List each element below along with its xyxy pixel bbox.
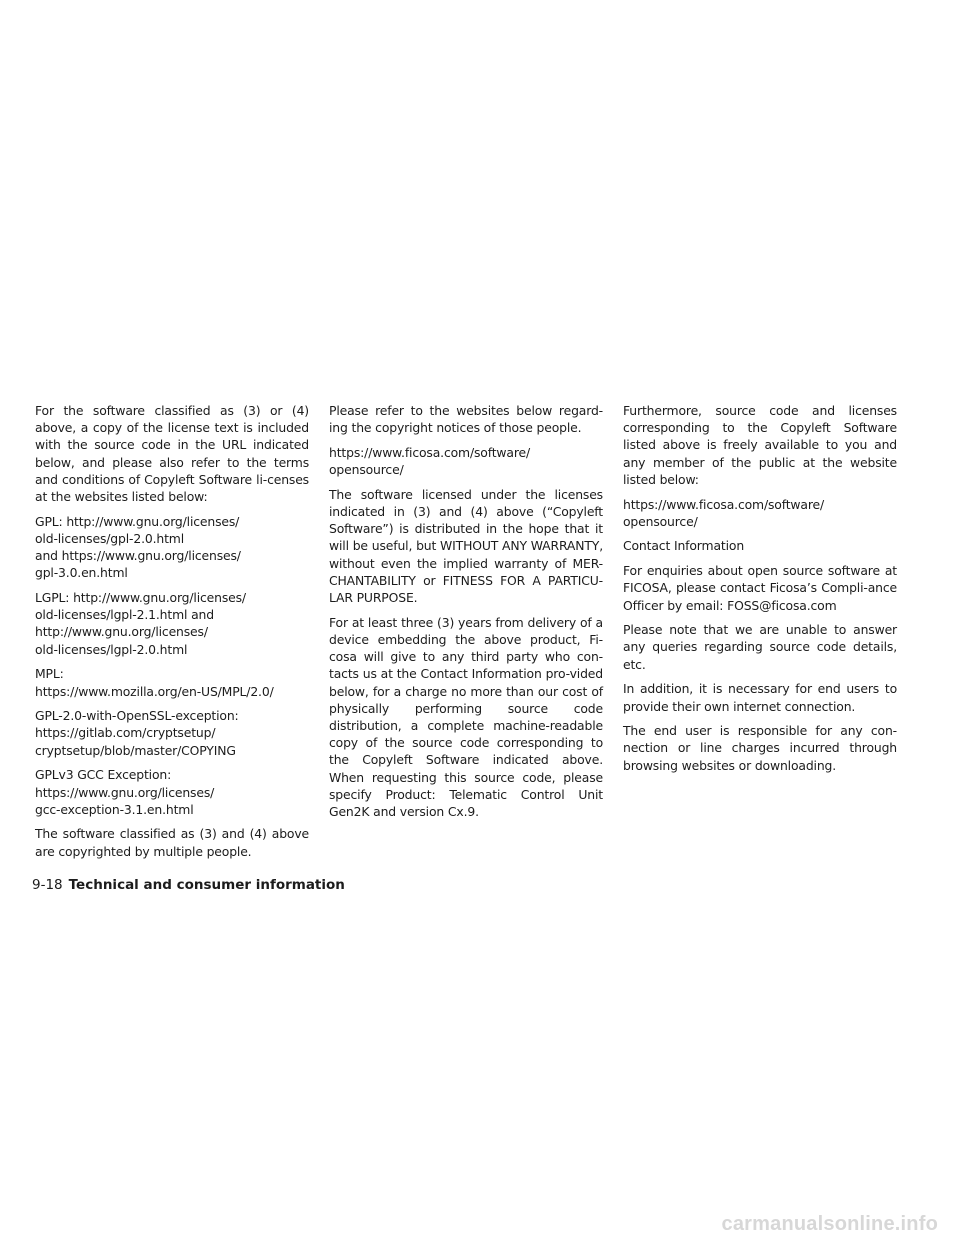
gpl-line: old-licenses/gpl-2.0.html bbox=[35, 530, 185, 546]
lgpl-line: old-licenses/lgpl-2.0.html bbox=[35, 641, 188, 657]
watermark: carmanualsonline.info bbox=[721, 1213, 938, 1235]
openssl-line: GPL-2.0-with-OpenSSL-exception: bbox=[35, 708, 239, 724]
url-line: opensource/ bbox=[623, 513, 698, 529]
lgpl-line: old-licenses/lgpl-2.1.html and bbox=[35, 607, 214, 623]
page-footer bbox=[32, 876, 345, 894]
contact-heading: Contact Information bbox=[623, 538, 745, 554]
url-line: opensource/ bbox=[329, 462, 404, 478]
gcc-line: gcc-exception-3.1.en.html bbox=[35, 801, 194, 817]
url-line: https://www.ficosa.com/software/ bbox=[329, 444, 531, 460]
ficosa-url-paragraph bbox=[623, 496, 897, 530]
charges-paragraph: The end user is responsible for any con-nection or line charges incurred through browsing websites or downloading. bbox=[623, 723, 897, 773]
license-intro-paragraph: For the software classified as (3) or (4) above, a copy of the license text is included with the source code in the URL indicated below, and please also refer to the terms and conditions of Copyleft Software li-censes at the websites listed below: bbox=[35, 403, 309, 505]
text-column-3 bbox=[623, 402, 897, 781]
contact-paragraph: For enquiries about open source software at FICOSA, please contact Ficosa’s Compli-ance Officer by email: FOSS@ficosa.com bbox=[623, 563, 897, 613]
copyright-notice-paragraph: Please refer to the websites below regard-ing the copyright notices of those people. bbox=[329, 403, 603, 436]
source-offer-paragraph: For at least three (3) years from delivery of a device embedding the above product, Fi-cosa will give to any third party who con-tacts us at the Contact Information pro-vided below, for a charge no more than our cost of physically performing source code distribution, a complete machine-readable copy of the source code corresponding to the Copyleft Software indicated above. When requesting this source code, please specify Product: Telematic Control Unit Gen2K and version Cx.9. bbox=[329, 614, 603, 819]
page-number: 9-18 bbox=[32, 877, 63, 893]
text-column-2 bbox=[329, 402, 603, 828]
url-line: https://www.ficosa.com/software/ bbox=[623, 496, 825, 512]
gpl-line: GPL: http://www.gnu.org/licenses/ bbox=[35, 513, 240, 529]
mpl-link-paragraph bbox=[35, 665, 309, 699]
availability-paragraph: Furthermore, source code and licenses corresponding to the Copyleft Software listed above is freely available to you and any member of the public at the website listed below: bbox=[623, 403, 897, 487]
ficosa-url-paragraph bbox=[329, 444, 603, 478]
openssl-line: cryptsetup/blob/master/COPYING bbox=[35, 742, 236, 758]
openssl-exception-paragraph bbox=[35, 707, 309, 759]
lgpl-line: http://www.gnu.org/licenses/ bbox=[35, 624, 208, 640]
mpl-line: https://www.mozilla.org/en-US/MPL/2.0/ bbox=[35, 683, 274, 699]
gpl-line: gpl-3.0.en.html bbox=[35, 565, 128, 581]
gpl-links-paragraph bbox=[35, 513, 309, 582]
openssl-line: https://gitlab.com/cryptsetup/ bbox=[35, 725, 216, 741]
copyright-paragraph: The software classified as (3) and (4) above are copyrighted by multiple people. bbox=[35, 826, 309, 859]
text-column-1 bbox=[35, 402, 309, 867]
warranty-paragraph: The software licensed under the licenses indicated in (3) and (4) above (“Copyleft Software”) is distributed in the hope that it will be useful, but WITHOUT ANY WARRANTY, without even the implied warranty of MER-CHANTABILITY or FITNESS FOR A PARTICU-LAR PURPOSE. bbox=[329, 486, 603, 606]
gcc-exception-paragraph bbox=[35, 766, 309, 818]
queries-note-paragraph: Please note that we are unable to answer any queries regarding source code details, etc. bbox=[623, 622, 897, 672]
lgpl-line: LGPL: http://www.gnu.org/licenses/ bbox=[35, 590, 246, 606]
internet-connection-paragraph: In addition, it is necessary for end users to provide their own internet connection. bbox=[623, 681, 897, 714]
gpl-line: and https://www.gnu.org/licenses/ bbox=[35, 548, 241, 564]
mpl-line: MPL: bbox=[35, 666, 64, 682]
gcc-line: https://www.gnu.org/licenses/ bbox=[35, 784, 215, 800]
gcc-line: GPLv3 GCC Exception: bbox=[35, 767, 172, 783]
lgpl-links-paragraph bbox=[35, 589, 309, 658]
section-title: Technical and consumer information bbox=[68, 877, 345, 893]
